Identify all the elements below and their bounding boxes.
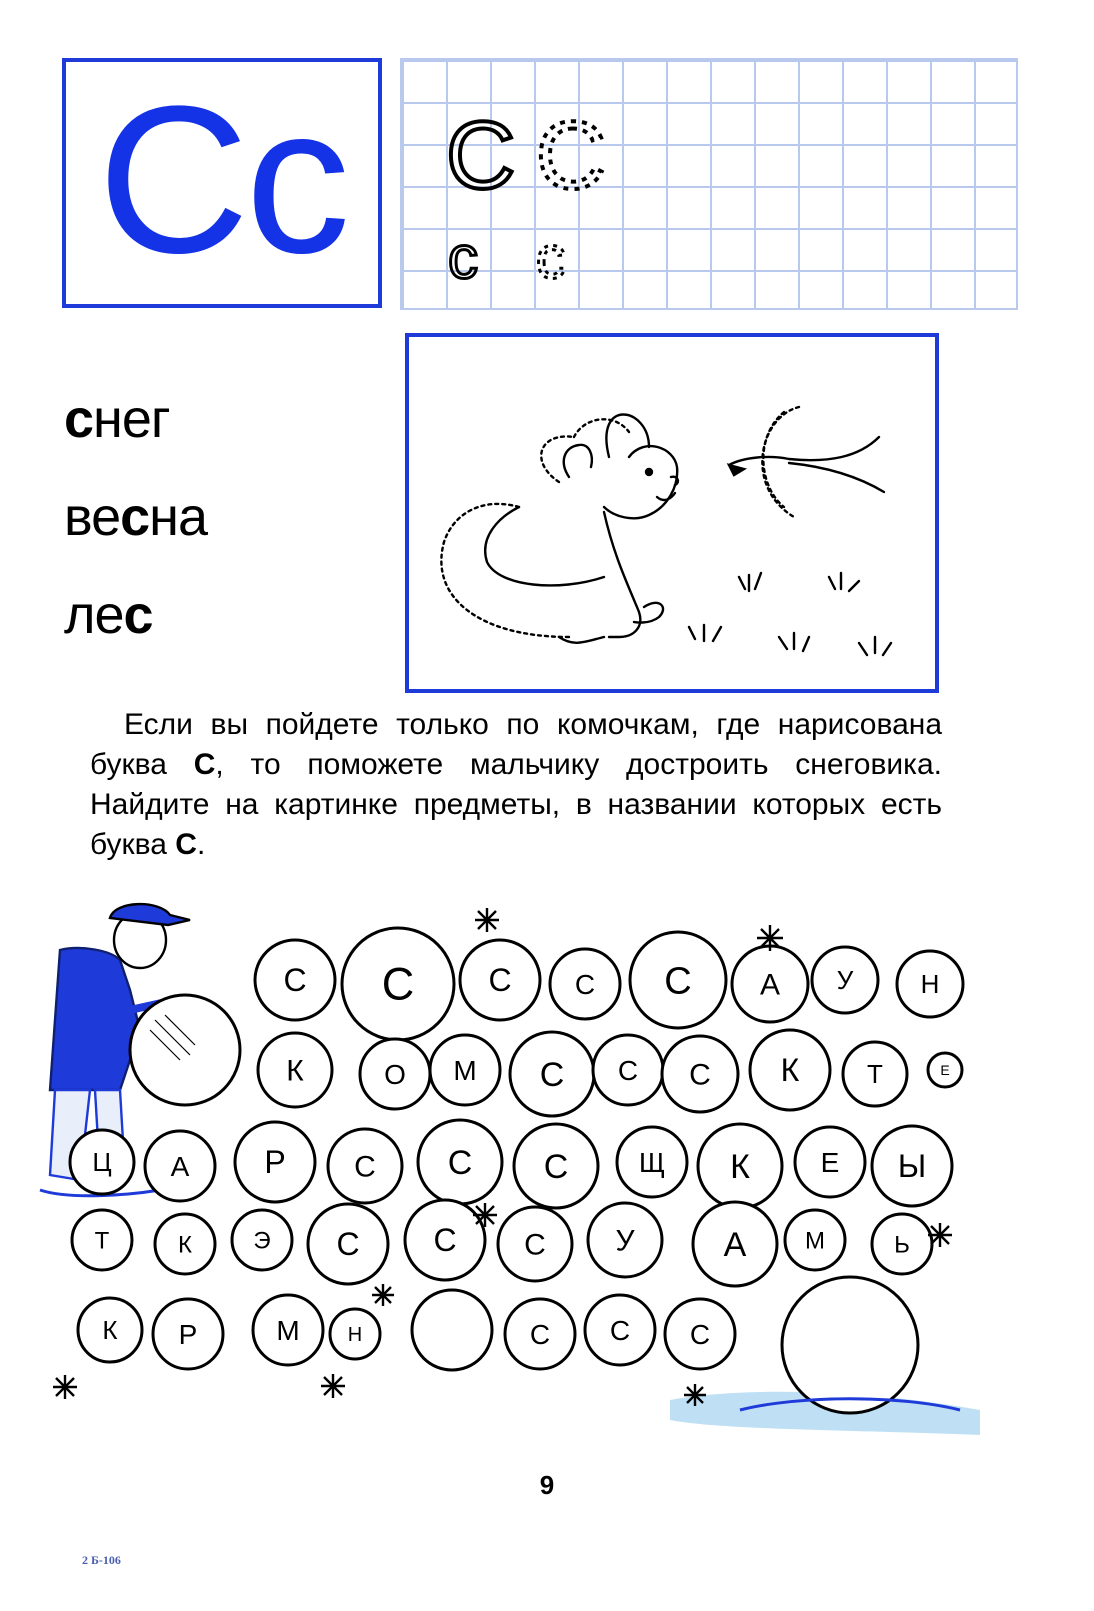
tracing-grid <box>400 58 1018 310</box>
hare-ear <box>564 445 592 477</box>
snowball-letter: Р <box>264 1144 286 1181</box>
snowball-letter: С <box>543 1147 569 1186</box>
snowball-letter: С <box>539 1055 565 1094</box>
snowball-letter: К <box>178 1231 192 1259</box>
printer-signature: 2 Б-106 <box>82 1553 121 1567</box>
snowball-4-4 <box>412 1290 492 1370</box>
word-sneg: снег <box>64 389 170 449</box>
hare-tail-curve <box>485 507 604 585</box>
page-number: 9 <box>539 1470 555 1500</box>
letter-display: Cc <box>97 62 347 297</box>
trace-lower-dotted: c <box>536 224 566 291</box>
snowman-base <box>782 1277 918 1413</box>
trace-lower-solid: c <box>448 224 478 291</box>
snowball-letter: С <box>689 1318 711 1350</box>
snowball-letter: Ц <box>92 1146 112 1177</box>
tracing-letters <box>402 60 1020 312</box>
snowball-letter: С <box>574 968 596 1000</box>
letter-card <box>62 58 382 308</box>
snowball-letter: У <box>836 965 854 996</box>
snowball-letter: К <box>780 1052 800 1089</box>
snowball-letter: У <box>615 1224 635 1258</box>
snowball-letter: К <box>730 1147 750 1186</box>
grass-tufts <box>689 573 891 655</box>
swallow-wing-dotted <box>762 407 799 517</box>
snowball-letter: С <box>283 962 307 999</box>
snowball-letter: С <box>664 960 692 1003</box>
snowball-letter: Р <box>178 1318 198 1350</box>
snowball-letter: С <box>433 1222 457 1259</box>
snowball-letter: М <box>453 1054 477 1086</box>
snowball-letter: С <box>689 1058 711 1092</box>
snowball-letter: А <box>723 1225 747 1264</box>
snowball-letter: Е <box>820 1146 840 1178</box>
snowball-letter: Щ <box>638 1146 666 1178</box>
snowball-letter: Т <box>94 1227 110 1255</box>
snowball-letter: С <box>529 1318 551 1350</box>
snowball-letter: С <box>609 1314 631 1346</box>
snowball-letter: С <box>336 1226 360 1263</box>
snowball-letter: Е <box>940 1061 950 1078</box>
word-list <box>64 370 207 664</box>
snowball-letter: М <box>276 1314 300 1346</box>
word-les: лес <box>64 585 153 645</box>
trace-upper-solid: C <box>446 102 516 209</box>
snowball-letter: Н <box>347 1324 363 1346</box>
snowball-maze <box>0 890 1094 1460</box>
hare-face <box>604 446 677 518</box>
hare-and-swallow-illustration <box>409 337 935 689</box>
snowball-letter: К <box>102 1314 118 1345</box>
snowball-letter: С <box>381 958 415 1010</box>
snowball-letter: С <box>488 962 512 999</box>
snowball-letter: Н <box>920 969 940 1000</box>
snowball-letter: Ь <box>894 1231 910 1259</box>
snowball-letter: Ы <box>897 1148 927 1185</box>
snowball-letter: С <box>524 1228 546 1262</box>
snowball-letter: Э <box>253 1227 271 1255</box>
snowball-letter: С <box>617 1054 639 1086</box>
task-text: Если вы пойдете только по комочкам, где нарисована буква С, то поможете мальчику достроить снеговика. Найдите на картинке предметы, в названии которых есть буква С. <box>90 708 942 861</box>
snowball-letter: А <box>170 1150 190 1182</box>
hare-back-outline <box>441 504 569 637</box>
snowball-letter: С <box>354 1150 376 1184</box>
hare-front-leg <box>604 512 640 637</box>
snowball-letter: М <box>805 1227 825 1255</box>
word-vesna: весна <box>64 487 208 547</box>
snowball-letter: Т <box>867 1058 883 1089</box>
trace-upper-dotted: C <box>536 102 606 209</box>
illustration-frame <box>405 333 939 693</box>
snowball-letter: С <box>447 1143 473 1182</box>
swallow-body <box>729 437 879 465</box>
snowball-letter: О <box>384 1058 406 1090</box>
snowball-letter: К <box>286 1054 304 1088</box>
boy-jacket <box>50 948 140 1090</box>
snowball-letter: А <box>759 968 781 1002</box>
